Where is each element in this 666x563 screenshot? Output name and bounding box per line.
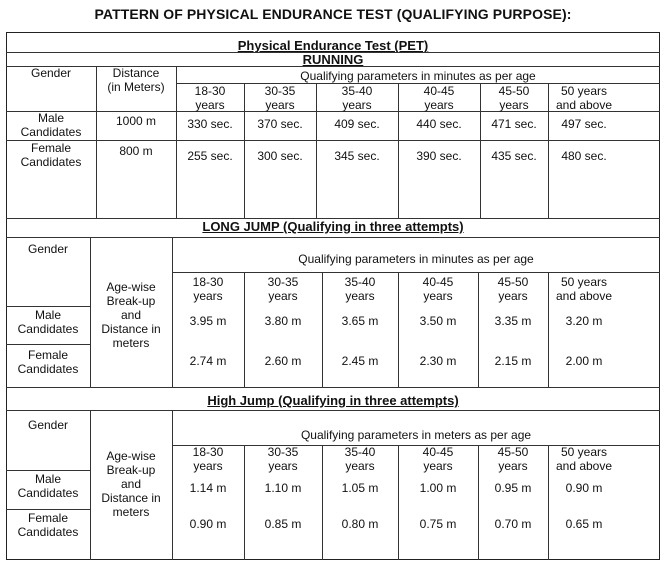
jump-value: 3.65 m bbox=[341, 314, 379, 328]
age-group-label: 30-35 years bbox=[267, 445, 299, 473]
age-group-label: 45-50 years bbox=[497, 275, 529, 303]
jump-value: 2.45 m bbox=[341, 354, 379, 368]
jump-value: 3.35 m bbox=[494, 314, 532, 328]
age-group-label: 35-40 years bbox=[341, 84, 373, 112]
age-group-label: 45-50 years bbox=[497, 445, 529, 473]
long-jump-section-rule bbox=[6, 387, 660, 388]
gender-header: Gender bbox=[27, 242, 69, 256]
time-value: 435 sec. bbox=[491, 149, 537, 163]
jump-value: 0.95 m bbox=[494, 481, 532, 495]
running-title: RUNNING bbox=[302, 52, 364, 67]
high-jump-row-rule bbox=[6, 470, 90, 471]
jump-value: 0.80 m bbox=[341, 517, 379, 531]
candidate-label: Male Candidates bbox=[17, 472, 79, 500]
age-group-label: 18-30 years bbox=[192, 275, 224, 303]
candidate-label: Male Candidates bbox=[17, 308, 79, 336]
time-value: 480 sec. bbox=[561, 149, 607, 163]
jump-value: 0.65 m bbox=[565, 517, 603, 531]
gender-header: Gender bbox=[27, 418, 69, 432]
long-jump-title-rule bbox=[6, 237, 660, 238]
candidate-label: Female Candidates bbox=[20, 141, 82, 169]
age-group-label: 18-30 years bbox=[192, 445, 224, 473]
long-jump-row-rule bbox=[6, 306, 90, 307]
breakup-label: Age-wise Break-up and Distance in meters bbox=[101, 280, 161, 350]
time-value: 345 sec. bbox=[334, 149, 380, 163]
age-group-label: 40-45 years bbox=[422, 275, 454, 303]
gender-header: Gender bbox=[30, 66, 72, 80]
jump-value: 0.85 m bbox=[264, 517, 302, 531]
time-value: 471 sec. bbox=[491, 117, 537, 131]
breakup-label: Age-wise Break-up and Distance in meters bbox=[101, 449, 161, 519]
jump-value: 0.90 m bbox=[565, 481, 603, 495]
long-jump-row-rule bbox=[6, 344, 90, 345]
jump-value: 1.00 m bbox=[419, 481, 457, 495]
age-group-label: 50 years and above bbox=[555, 275, 613, 303]
candidate-label: Female Candidates bbox=[17, 511, 79, 539]
age-group-label: 50 years and above bbox=[555, 84, 613, 112]
jump-value: 1.10 m bbox=[264, 481, 302, 495]
jump-value: 3.20 m bbox=[565, 314, 603, 328]
time-value: 300 sec. bbox=[257, 149, 303, 163]
jump-value: 3.50 m bbox=[419, 314, 457, 328]
time-value: 497 sec. bbox=[561, 117, 607, 131]
high-jump-title: High Jump (Qualifying in three attempts) bbox=[207, 393, 459, 408]
high-jump-title-rule bbox=[6, 410, 660, 411]
age-group-label: 30-35 years bbox=[264, 84, 296, 112]
params-header: Qualifying parameters in meters as per age bbox=[300, 428, 532, 442]
jump-value: 2.00 m bbox=[565, 354, 603, 368]
jump-value: 1.05 m bbox=[341, 481, 379, 495]
age-group-label: 40-45 years bbox=[423, 84, 455, 112]
time-value: 370 sec. bbox=[257, 117, 303, 131]
age-group-label: 40-45 years bbox=[422, 445, 454, 473]
jump-value: 2.15 m bbox=[494, 354, 532, 368]
jump-value: 0.90 m bbox=[189, 517, 227, 531]
jump-value: 3.95 m bbox=[189, 314, 227, 328]
jump-value: 2.74 m bbox=[189, 354, 227, 368]
time-value: 255 sec. bbox=[187, 149, 233, 163]
long-jump-title: LONG JUMP (Qualifying in three attempts) bbox=[202, 219, 464, 234]
params-header: Qualifying parameters in minutes as per age bbox=[298, 252, 534, 266]
age-group-label: 45-50 years bbox=[498, 84, 530, 112]
running-row-rule bbox=[6, 140, 660, 141]
age-group-label: 35-40 years bbox=[344, 445, 376, 473]
age-group-label: 30-35 years bbox=[267, 275, 299, 303]
distance-value: 800 m bbox=[119, 144, 153, 158]
long-jump-params-rule bbox=[172, 272, 660, 273]
params-header: Qualifying parameters in minutes as per age bbox=[300, 69, 536, 83]
page-title: PATTERN OF PHYSICAL ENDURANCE TEST (QUALIFYING PURPOSE): bbox=[94, 6, 572, 22]
candidate-label: Male Candidates bbox=[20, 111, 82, 139]
distance-value: 1000 m bbox=[115, 114, 157, 128]
jump-value: 0.75 m bbox=[419, 517, 457, 531]
jump-value: 2.60 m bbox=[264, 354, 302, 368]
age-group-label: 50 years and above bbox=[555, 445, 613, 473]
time-value: 330 sec. bbox=[187, 117, 233, 131]
candidate-label: Female Candidates bbox=[17, 348, 79, 376]
pet-title: Physical Endurance Test (PET) bbox=[237, 38, 429, 53]
age-group-label: 35-40 years bbox=[344, 275, 376, 303]
time-value: 440 sec. bbox=[416, 117, 462, 131]
age-group-label: 18-30 years bbox=[194, 84, 226, 112]
jump-value: 0.70 m bbox=[494, 517, 532, 531]
time-value: 390 sec. bbox=[416, 149, 462, 163]
jump-value: 1.14 m bbox=[189, 481, 227, 495]
jump-value: 2.30 m bbox=[419, 354, 457, 368]
time-value: 409 sec. bbox=[334, 117, 380, 131]
distance-header: Distance (in Meters) bbox=[107, 66, 165, 94]
high-jump-row-rule bbox=[6, 509, 90, 510]
jump-value: 3.80 m bbox=[264, 314, 302, 328]
